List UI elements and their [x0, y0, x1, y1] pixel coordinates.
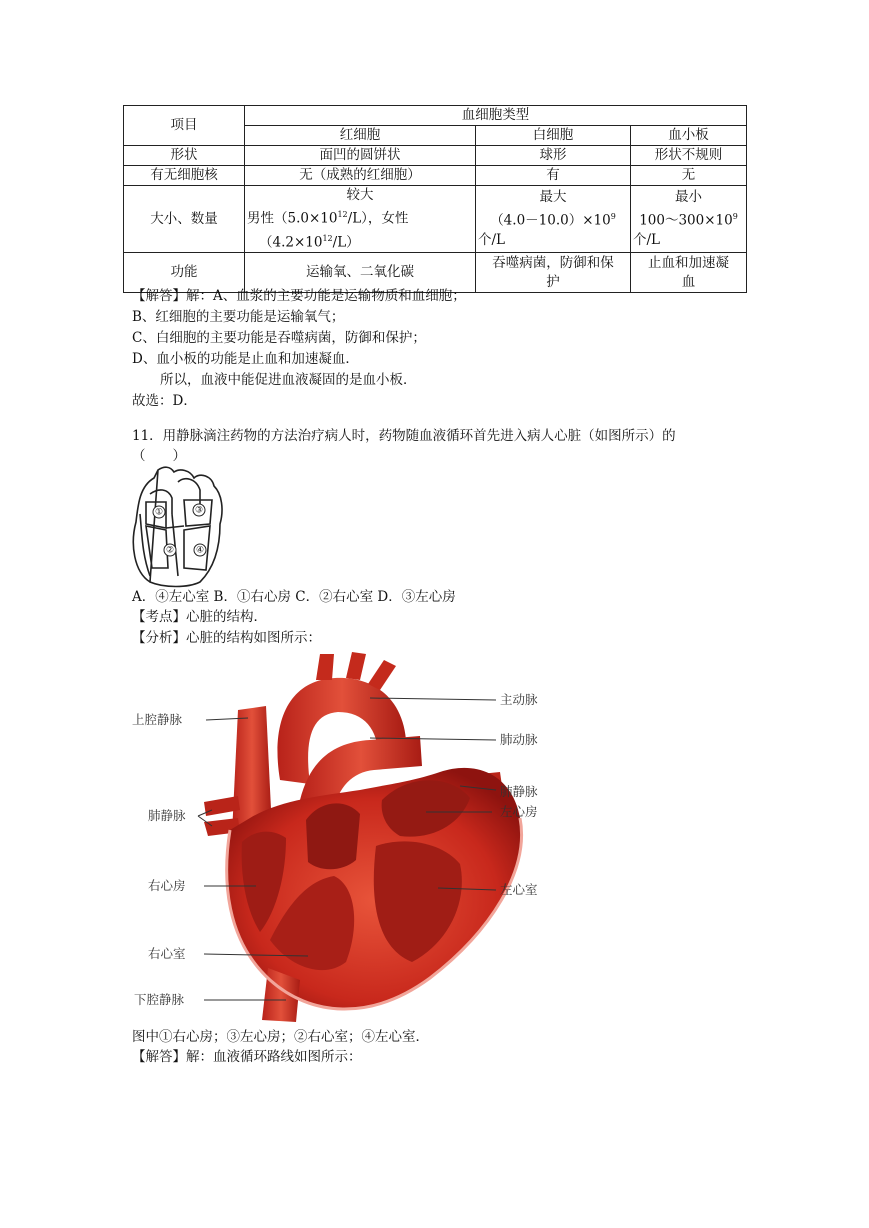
label-sup-vena-cava: 上腔静脉 [132, 712, 183, 727]
table-row [124, 146, 747, 166]
label-pulm-artery: 肺动脉 [500, 732, 538, 747]
label-right-atrium: 右心房 [148, 878, 186, 893]
cell-wbc: 吞噬病菌，防御和保 护 [476, 253, 631, 293]
cell-rbc: 运输氧、二氧化碳 [245, 253, 476, 293]
answer-line: C、白细胞的主要功能是吞噬病菌，防御和保护； [132, 330, 426, 346]
cell-plt: 形状不规则 [631, 146, 747, 166]
row-label: 功能 [124, 253, 245, 293]
question-stem: 11．用静脉滴注药物的方法治疗病人时，药物随血液循环首先进入病人心脏（如图所示）的 [132, 428, 676, 444]
cell-wbc: 球形 [476, 146, 631, 166]
row-label: 大小、数量 [124, 186, 245, 253]
cell-rbc-size: 较大 男性$(5.0\times 10^{12}/L)$，女性 $(4.2\times 10^{12}/L)$ [245, 186, 476, 253]
small-fig-mark: ③ [194, 505, 204, 516]
label-pulm-vein-right: 肺静脉 [500, 784, 538, 799]
answer-line: 所以，血液中能促进血液凝固的是血小板． [160, 372, 417, 388]
figure-caption: 图中①右心房；③左心房；②右心室；④左心室． [132, 1029, 429, 1045]
blood-cell-table [123, 105, 747, 293]
fenxi-line: 【分析】心脏的结构如图所示： [132, 630, 321, 646]
small-heart-diagram [128, 464, 228, 588]
question-blank: （ ） [132, 448, 186, 464]
header-rbc: 红细胞 [245, 126, 476, 146]
label-right-ventricle: 右心室 [148, 946, 186, 961]
label-aorta: 主动脉 [500, 692, 538, 707]
small-fig-mark: ① [154, 507, 164, 518]
answer-line: 故选：D． [132, 393, 197, 409]
small-fig-mark: ④ [195, 545, 205, 556]
table-row [124, 186, 747, 253]
label-inf-vena-cava: 下腔静脉 [134, 992, 185, 1007]
cell-plt-size: 最小 $100\sim 300\times 10^9$ 个/L [631, 186, 747, 253]
answer-line: B、红细胞的主要功能是运输氧气； [132, 309, 345, 325]
cell-rbc: 面凹的圆饼状 [245, 146, 476, 166]
cell-plt: 无 [631, 166, 747, 186]
cell-wbc: 有 [476, 166, 631, 186]
label-left-ventricle: 左心室 [500, 882, 538, 897]
question-options: A．④左心室 B．①右心房 C．②右心室 D．③左心房 [132, 589, 456, 605]
header-item: 项目 [124, 106, 245, 146]
answer-line: D、血小板的功能是止血和加速凝血． [132, 351, 359, 367]
row-label: 形状 [124, 146, 245, 166]
table-row [124, 166, 747, 186]
header-wbc: 白细胞 [476, 126, 631, 146]
label-pulm-vein-left: 肺静脉 [148, 808, 186, 823]
kaodian-line: 【考点】心脏的结构． [132, 609, 267, 625]
cell-wbc-size: 最大 $(4.0-10.0)\times 10^9$ 个/L [476, 186, 631, 253]
cell-rbc: 无（成熟的红细胞） [245, 166, 476, 186]
row-label: 有无细胞核 [124, 166, 245, 186]
answer-line: 【解答】解：A、血浆的主要功能是运输物质和血细胞； [132, 288, 466, 304]
header-group: 血细胞类型 [245, 106, 747, 126]
header-plt: 血小板 [631, 126, 747, 146]
label-left-atrium: 左心房 [500, 804, 538, 819]
small-fig-mark: ② [165, 545, 175, 556]
jieda-line: 【解答】解：血液循环路线如图所示： [132, 1049, 362, 1065]
heart-diagram [120, 650, 570, 1030]
cell-plt: 止血和加速凝 血 [631, 253, 747, 293]
